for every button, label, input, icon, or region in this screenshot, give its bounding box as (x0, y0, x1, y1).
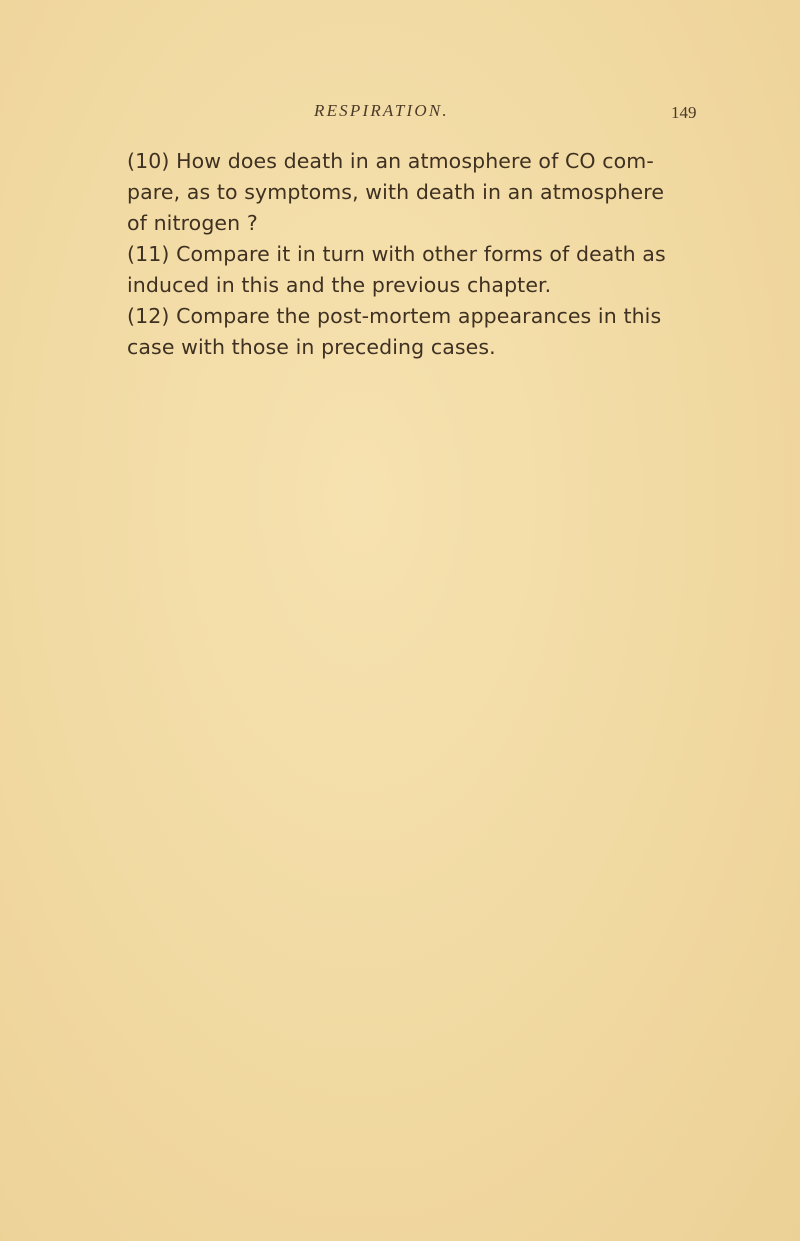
running-head-title: RESPIRATION. (314, 101, 449, 120)
question-line: of nitrogen ? (127, 211, 258, 235)
question-line: (12) Compare the post-mortem appearances in this (127, 304, 662, 328)
question-list (127, 146, 712, 363)
question-11 (127, 239, 712, 301)
question-line: induced in this and the previous chapter. (127, 273, 552, 297)
question-line: case with those in preceding cases. (127, 335, 496, 359)
question-line: pare, as to symptoms, with death in an atmosphere (127, 180, 665, 204)
question-line: (10) How does death in an atmosphere of CO com- (127, 149, 654, 173)
question-line: (11) Compare it in turn with other forms of death as (127, 242, 666, 266)
page-number: 149 (671, 103, 697, 122)
question-10 (127, 146, 712, 239)
question-12 (127, 301, 712, 363)
